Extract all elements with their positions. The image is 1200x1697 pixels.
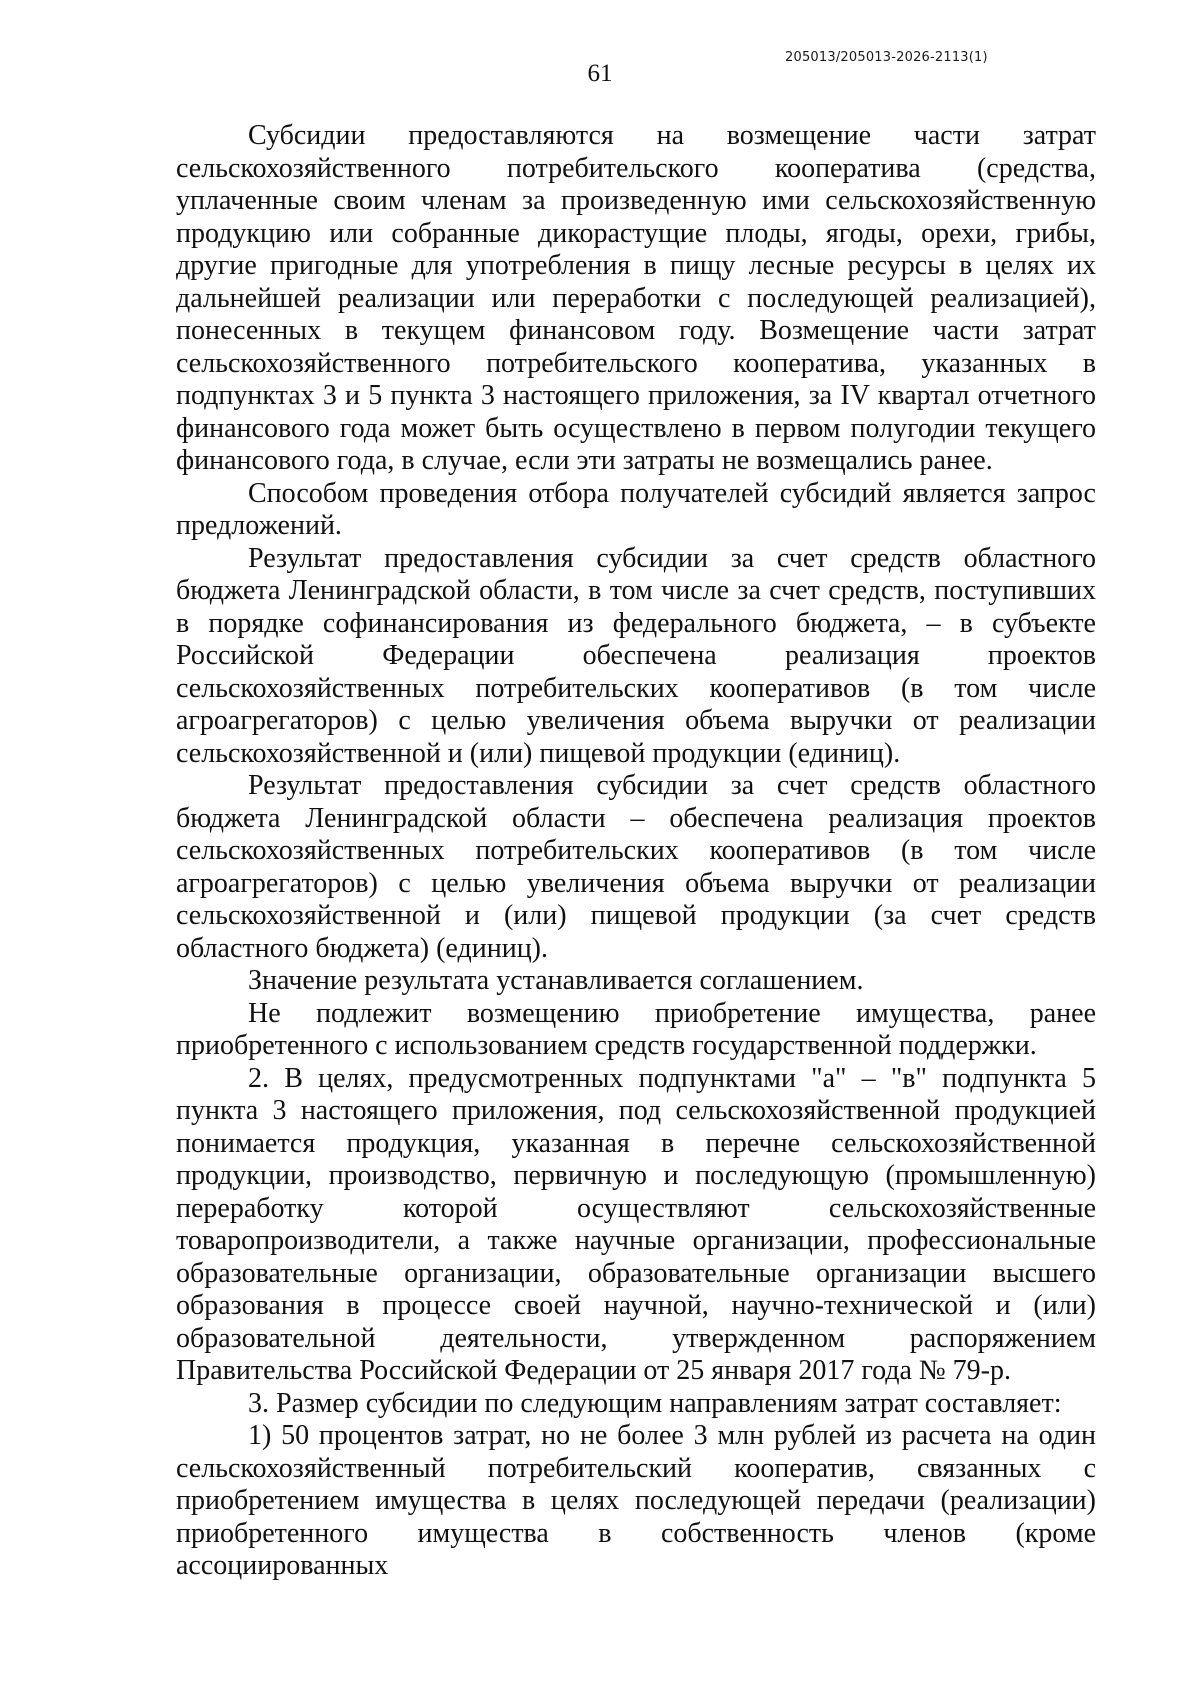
paragraph-result-regional: Результат предоставления субсидии за счет средств областного бюджета Ленинградской области – обеспечена реализация проектов сельскохозяйственных потребительских кооперативов (в том числе агроагрегаторов) с целью увеличения объема выручки от реализации сельскохозяйственной и (или) пищевой продукции (за счет средств областного бюджета) (единиц).	[176, 770, 1096, 964]
paragraph-section-3: 3. Размер субсидии по следующим направлениям затрат составляет:	[248, 1387, 1062, 1419]
paragraph-not-reimbursed: Не подлежит возмещению приобретение имущества, ранее приобретенного с использованием средств государственной поддержки.	[176, 997, 1096, 1061]
document-code: 205013/205013-2026-2113(1)	[785, 50, 988, 65]
paragraph-selection-method: Способом проведения отбора получателей субсидий является запрос предложений.	[176, 477, 1096, 541]
page-number: 61	[587, 60, 613, 87]
paragraph-result-federal: Результат предоставления субсидии за счет средств областного бюджета Ленинградской области, в том числе за счет средств, поступивших в порядке софинансирования из федерального бюджета, – в субъекте Российской Федерации обеспечена реализация проектов сельскохозяйственных потребительских кооперативов (в том числе агроагрегаторов) с целью увеличения объема выручки от реализации сельскохозяйственной и (или) пищевой продукции (единиц).	[176, 542, 1096, 769]
paragraph-subsidy-purpose: Субсидии предоставляются на возмещение части затрат сельскохозяйственного потребительского кооператива (средства, уплаченные своим членам за произведенную ими сельскохозяйственную продукцию или собранные дикорастущие плоды, ягоды, орехи, грибы, другие пригодные для употребления в пищу лесные ресурсы в целях их дальнейшей реализации или переработки с последующей реализацией), понесенных в текущем финансовом году. Возмещение части затрат сельскохозяйственного потребительского кооператива, указанных в подпунктах 3 и 5 пункта 3 настоящего приложения, за IV квартал отчетного финансового года может быть осуществлено в первом полугодии текущего финансового года, в случае, если эти затраты не возмещались ранее.	[176, 120, 1096, 476]
paragraph-item-1: 1) 50 процентов затрат, но не более 3 млн рублей из расчета на один сельскохозяйственный потребительский кооператив, связанных с приобретением имущества в целях последующей передачи (реализации) приобретенного имущества в собственность членов (кроме ассоциированных	[176, 1420, 1096, 1581]
paragraph-result-value: Значение результата устанавливается соглашением.	[248, 965, 864, 996]
paragraph-section-2: 2. В целях, предусмотренных подпунктами "а" – "в" подпункта 5 пункта 3 настоящего приложения, под сельскохозяйственной продукцией понимается продукция, указанная в перечне сельскохозяйственной продукции, производство, первичную и последующую (промышленную) переработку которой осуществляют сельскохозяйственные товаропроизводители, а также научные организации, профессиональные образовательные организации, образовательные организации высшего образования в процессе своей научной, научно-технической и (или) образовательной деятельности, утвержденном распоряжением Правительства Российской Федерации от 25 января 2017 года № 79-р.	[176, 1062, 1096, 1386]
document-body	[176, 120, 1096, 1583]
